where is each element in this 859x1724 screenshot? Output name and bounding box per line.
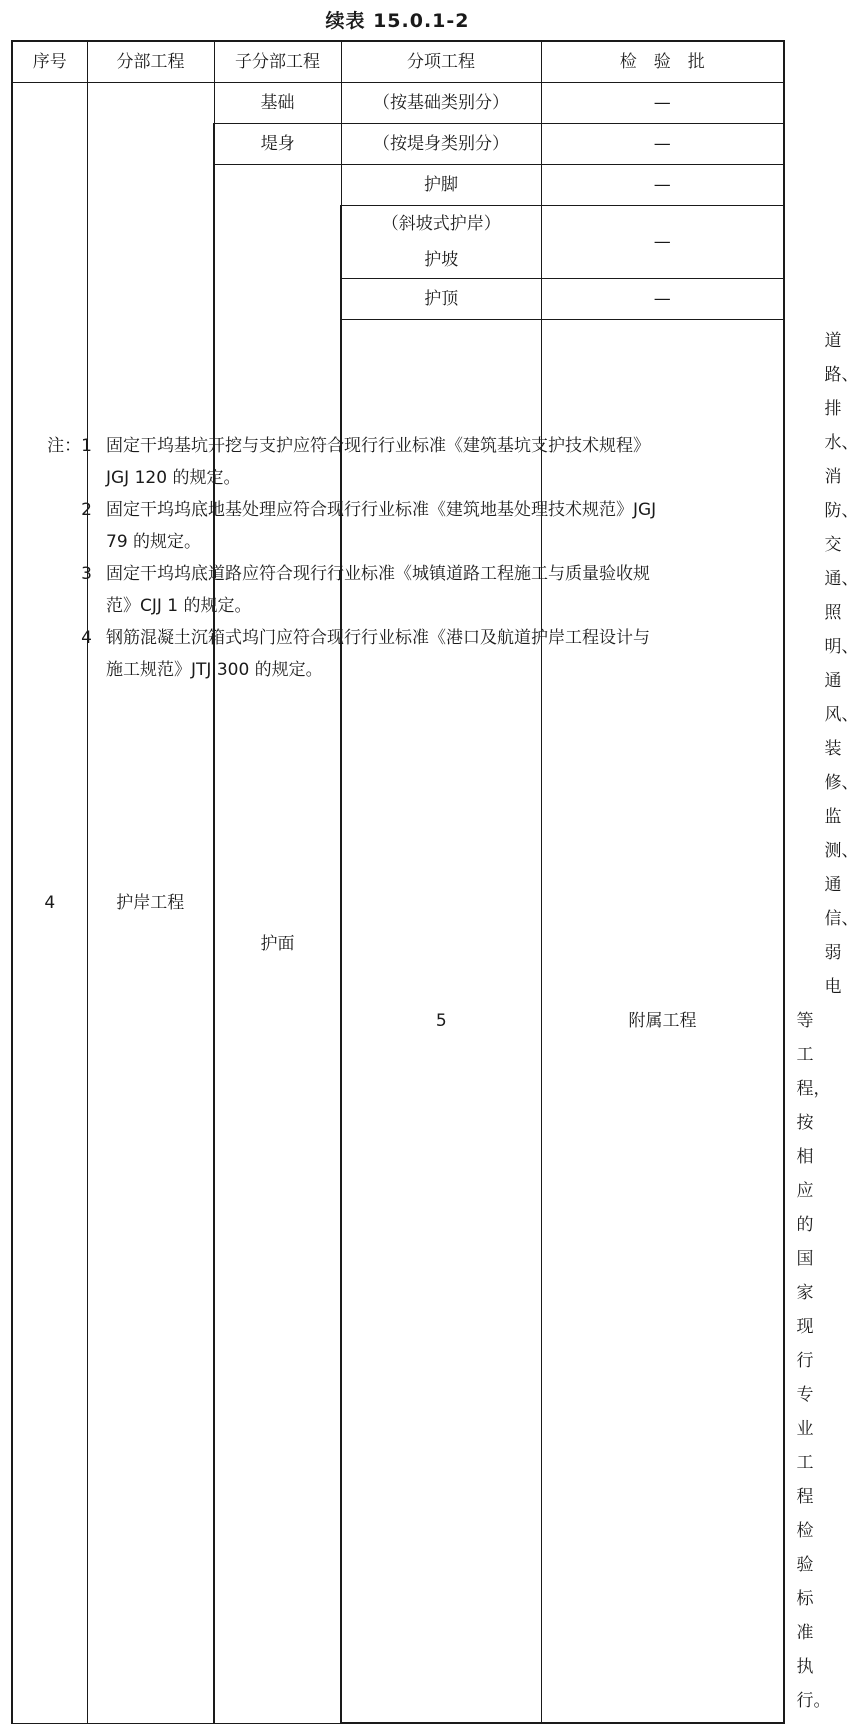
note-number: 2 [81, 500, 92, 520]
notes-section [44, 430, 784, 686]
header-item: 分项工程 [341, 41, 541, 83]
row4-batch-toe: — [541, 165, 784, 206]
note-number: 3 [81, 564, 92, 584]
note-4-line2: 施工规范》JTJ 300 的规定。 [106, 660, 323, 680]
note-text [106, 430, 784, 494]
note-number: 4 [81, 628, 92, 648]
header-seq: 序号 [12, 41, 87, 83]
table-row [12, 83, 784, 124]
row4-item-embankment: （按堤身类别分） [341, 124, 541, 165]
note-2-line1: 固定干坞坞底地基处理应符合现行行业标准《建筑地基处理技术规范》JGJ [106, 500, 657, 520]
inspection-table [11, 40, 859, 1724]
note-1-line2: JGJ 120 的规定。 [106, 468, 241, 488]
row4-item-toe: 护脚 [341, 165, 541, 206]
note-1-line1: 固定干坞基坑开挖与支护应符合现行行业标准《建筑基坑支护技术规程》 [106, 436, 650, 456]
note-item [44, 430, 784, 494]
row4-item-foundation: （按基础类别分） [341, 83, 541, 124]
row5-division: 附属工程 [541, 320, 784, 1724]
table-title: 续表 15.0.1-2 [325, 10, 470, 32]
note-2-line2: 79 的规定。 [106, 532, 202, 552]
row4-number: 4 [12, 83, 87, 1724]
header-batch: 检 验 批 [541, 41, 784, 83]
row4-batch-foundation: — [541, 83, 784, 124]
note-text [106, 622, 784, 686]
row4-item-slope-line1: （斜坡式护岸） [381, 214, 501, 234]
row4-batch-embankment: — [541, 124, 784, 165]
row4-sub-embankment: 堤身 [214, 124, 341, 165]
row4-batch-top: — [541, 279, 784, 320]
note-label: 注：1 [47, 436, 92, 456]
note-text [106, 558, 784, 622]
note-item [44, 622, 784, 686]
note-item [44, 494, 784, 558]
row5-number: 5 [341, 320, 541, 1724]
row4-sub-foundation: 基础 [214, 83, 341, 124]
row4-batch-slope: — [541, 206, 784, 279]
row4-item-top: 护顶 [341, 279, 541, 320]
row4-division: 护岸工程 [87, 83, 214, 1724]
note-item [44, 558, 784, 622]
row5-description-line1: 道路、排水、消防、交通、照明、通风、装修、监测、通信、弱电 [824, 331, 859, 997]
header-division: 分部工程 [87, 41, 214, 83]
header-subdivision: 子分部工程 [214, 41, 341, 83]
row4-sub-facing: 护面 [214, 165, 341, 1724]
note-3-line1: 固定干坞坞底道路应符合现行行业标准《城镇道路工程施工与质量验收规 [106, 564, 650, 584]
row4-item-slope-line2: 护坡 [424, 250, 459, 270]
note-text [106, 494, 784, 558]
note-3-line2: 范》CJJ 1 的规定。 [106, 596, 252, 616]
table-row: 5 附属工程 道路、排水、消防、交通、照明、通风、装修、监测、通信、弱电 等工程，按相应的国家现行专业工程检验标准执行。 [12, 320, 784, 1724]
row4-item-slope [341, 206, 541, 279]
note-4-line1: 钢筋混凝土沉箱式坞门应符合现行行业标准《港口及航道护岸工程设计与 [106, 628, 650, 648]
header-row [12, 41, 784, 83]
